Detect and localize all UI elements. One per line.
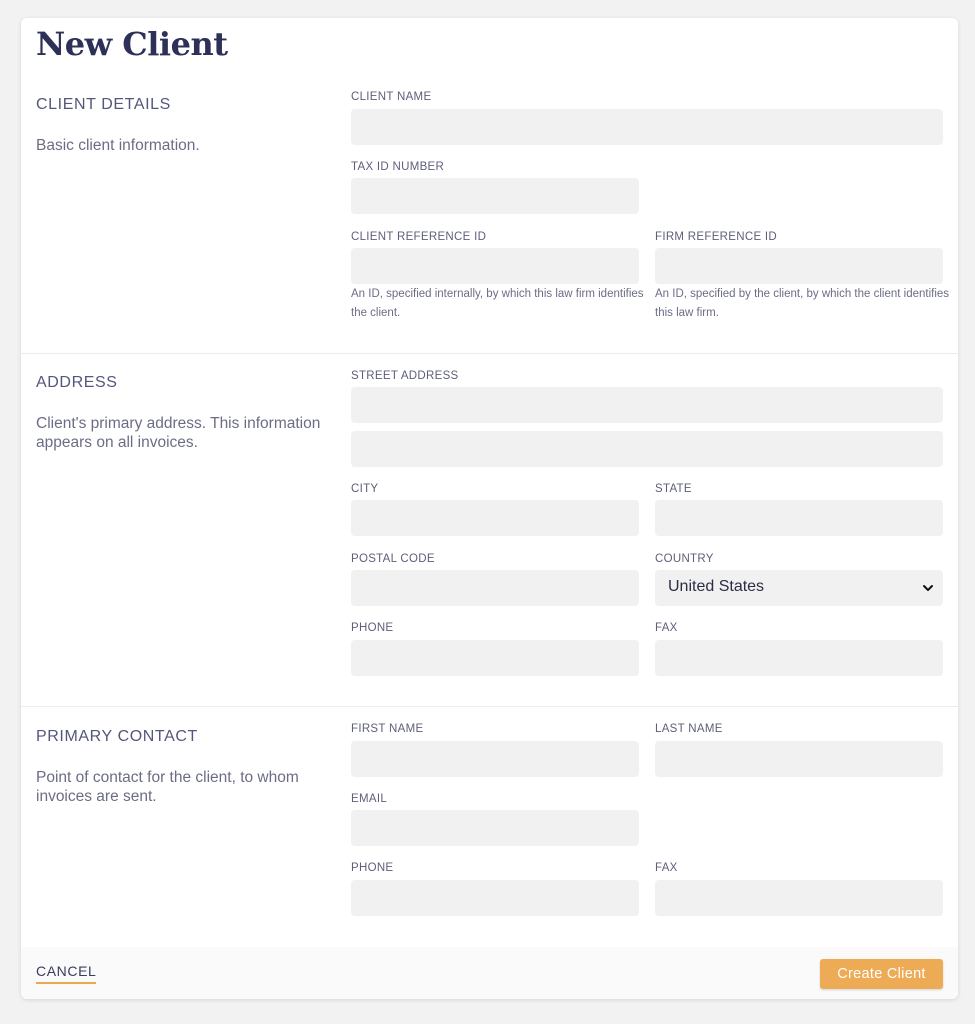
new-client-card [21,18,958,999]
firm-reference-id-input[interactable] [655,248,943,284]
street-address-line1-input[interactable] [351,387,943,423]
first-name-input[interactable] [351,741,639,777]
client-name-label: CLIENT NAME [351,91,432,103]
country-select[interactable] [655,570,943,606]
country-label: COUNTRY [655,553,714,565]
address-phone-input[interactable] [351,640,639,676]
section-divider [21,706,958,707]
first-name-label: FIRST NAME [351,723,424,735]
cancel-button[interactable]: CANCEL [36,963,96,984]
address-fax-label: FAX [655,622,678,634]
address-fax-input[interactable] [655,640,943,676]
postal-code-label: POSTAL CODE [351,553,435,565]
last-name-label: LAST NAME [655,723,723,735]
postal-code-input[interactable] [351,570,639,606]
email-input[interactable] [351,810,639,846]
primary-contact-description: Point of contact for the client, to whom invoices are sent. [36,769,299,805]
address-title: ADDRESS [36,374,118,391]
firm-reference-id-label: FIRM REFERENCE ID [655,231,778,243]
street-address-label: STREET ADDRESS [351,370,459,382]
section-divider [21,353,958,354]
contact-fax-input[interactable] [655,880,943,916]
firm-reference-id-help: An ID, specified by the client, by which the client identifies this law firm. [655,288,950,319]
street-address-line2-input[interactable] [351,431,943,467]
tax-id-label: TAX ID NUMBER [351,161,445,173]
contact-phone-label: PHONE [351,862,394,874]
country-selected-value: United States [668,578,765,595]
city-input[interactable] [351,500,639,536]
tax-id-input[interactable] [351,178,639,214]
address-description: Client's primary address. This information appears on all invoices. [36,415,321,451]
email-label: EMAIL [351,793,388,805]
contact-phone-input[interactable] [351,880,639,916]
chevron-down-icon [922,582,934,594]
create-client-button[interactable]: Create Client [820,959,943,989]
client-name-input[interactable] [351,109,943,145]
state-input[interactable] [655,500,943,536]
client-reference-id-input[interactable] [351,248,639,284]
state-label: STATE [655,483,692,495]
last-name-input[interactable] [655,741,943,777]
city-label: CITY [351,483,379,495]
client-reference-id-label: CLIENT REFERENCE ID [351,231,487,243]
contact-fax-label: FAX [655,862,678,874]
client-details-description: Basic client information. [36,137,200,154]
primary-contact-title: PRIMARY CONTACT [36,728,198,745]
client-reference-id-help: An ID, specified internally, by which this law firm identifies the client. [351,288,644,319]
client-details-title: CLIENT DETAILS [36,96,171,113]
form-footer [21,947,958,999]
address-phone-label: PHONE [351,622,394,634]
page-title: New Client [36,25,228,63]
